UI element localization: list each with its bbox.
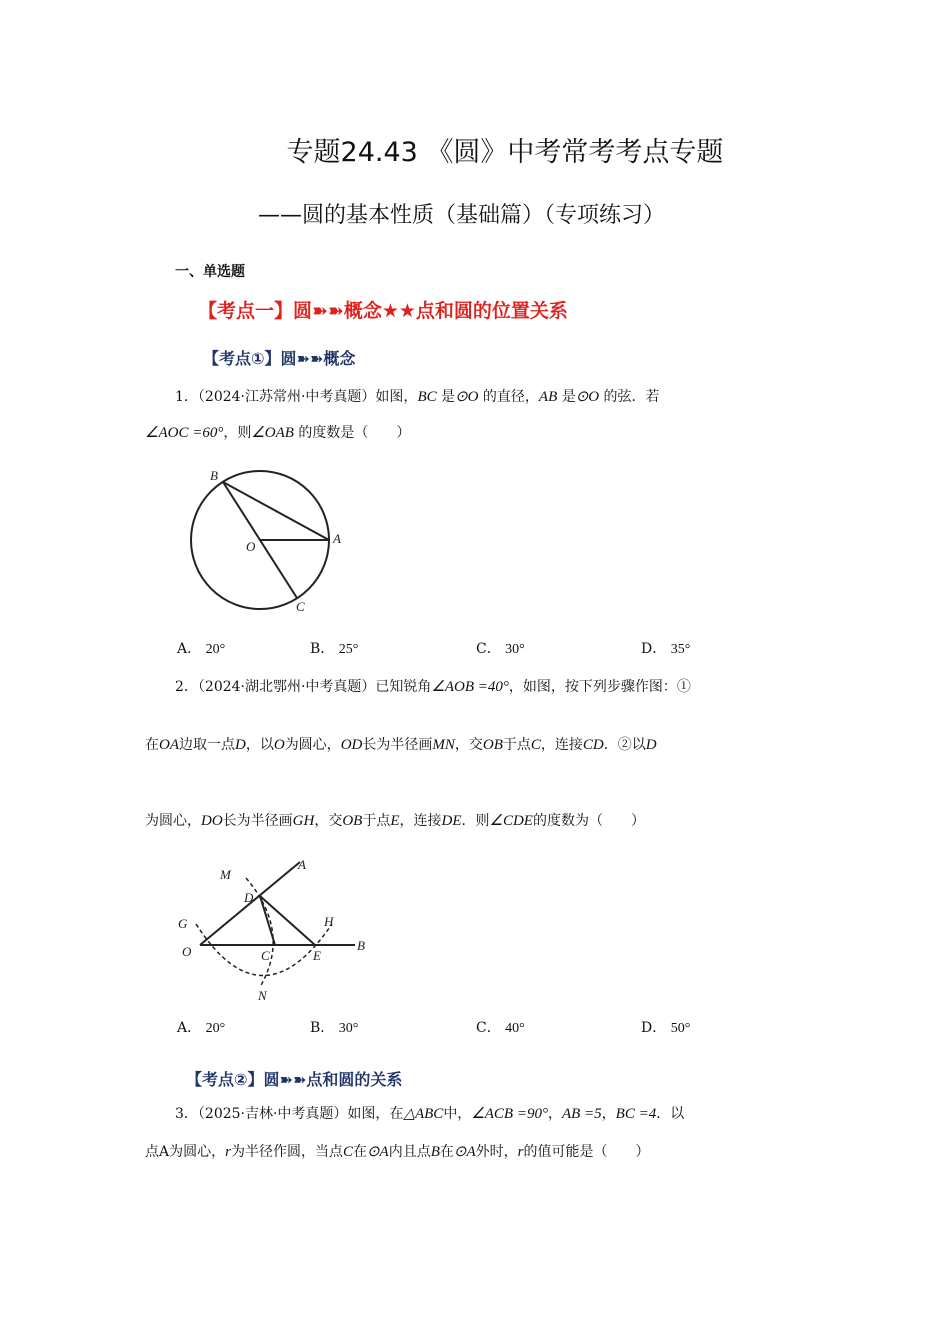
- kaodian-1-heading: 【考点①】圆➽➽概念: [203, 349, 356, 368]
- label-o: O: [182, 944, 192, 959]
- page-subtitle: ——圆的基本性质（基础篇）（专项练习）: [258, 203, 666, 228]
- label-a: A: [298, 857, 306, 872]
- question-2-line-1: 2．（2024·湖北鄂州·中考真题）已知锐角∠AOB =40°，如图，按下列步骤作图：①: [175, 679, 691, 695]
- label-e: E: [313, 948, 321, 963]
- question-1-figure: [180, 462, 350, 622]
- q1-option-b[interactable]: B． 25°: [310, 641, 359, 657]
- label-n: N: [258, 988, 267, 1003]
- label-h: H: [324, 914, 334, 929]
- question-2-figure: [172, 852, 382, 1007]
- q1-option-d[interactable]: D． 35°: [641, 641, 691, 657]
- question-3-line-2: 点A为圆心，r为半径作圆，当点C在⊙A内且点B在⊙A外时，r的值可能是（ ）: [145, 1144, 650, 1160]
- chord-ab: [223, 482, 329, 540]
- label-b: B: [357, 938, 365, 953]
- label-m: M: [220, 867, 231, 882]
- q2-option-b[interactable]: B． 30°: [310, 1020, 359, 1036]
- label-c: C: [296, 599, 305, 614]
- page-title: 专题24.43 《圆》中考常考考点专题: [286, 137, 724, 168]
- label-o: O: [246, 539, 256, 554]
- kaodian-main-heading: 【考点一】圆➽➽概念★★点和圆的位置关系: [198, 300, 568, 322]
- label-d: D: [244, 890, 254, 905]
- q1-option-c[interactable]: C． 30°: [476, 641, 525, 657]
- kaodian-2-heading: 【考点②】圆➽➽点和圆的关系: [186, 1070, 403, 1089]
- question-1-line-2: ∠AOC =60°，则∠OAB 的度数是（ ）: [145, 425, 411, 441]
- section-heading: 一、单选题: [175, 264, 245, 280]
- q2-option-d[interactable]: D． 50°: [641, 1020, 691, 1036]
- q2-option-c[interactable]: C． 40°: [476, 1020, 525, 1036]
- q2-option-a[interactable]: A． 20°: [177, 1020, 226, 1036]
- question-1-line-1: 1．（2024·江苏常州·中考真题）如图，BC 是⊙O 的直径，AB 是⊙O 的弦．若: [175, 389, 660, 405]
- question-3-line-1: 3．（2025·吉林·中考真题）如图，在△ABC中，∠ACB =90°，AB =5，BC =4．以: [175, 1106, 685, 1122]
- q1-option-a[interactable]: A． 20°: [177, 641, 226, 657]
- label-b: B: [210, 468, 218, 483]
- label-c: C: [261, 948, 270, 963]
- label-a: A: [333, 531, 341, 546]
- label-g: G: [178, 916, 188, 931]
- question-2-line-2: 在OA边取一点D，以O为圆心，OD长为半径画MN，交OB于点C，连接CD．②以D: [145, 737, 657, 753]
- question-2-line-3: 为圆心，DO长为半径画GH，交OB于点E，连接DE．则∠CDE的度数为（ ）: [145, 813, 645, 829]
